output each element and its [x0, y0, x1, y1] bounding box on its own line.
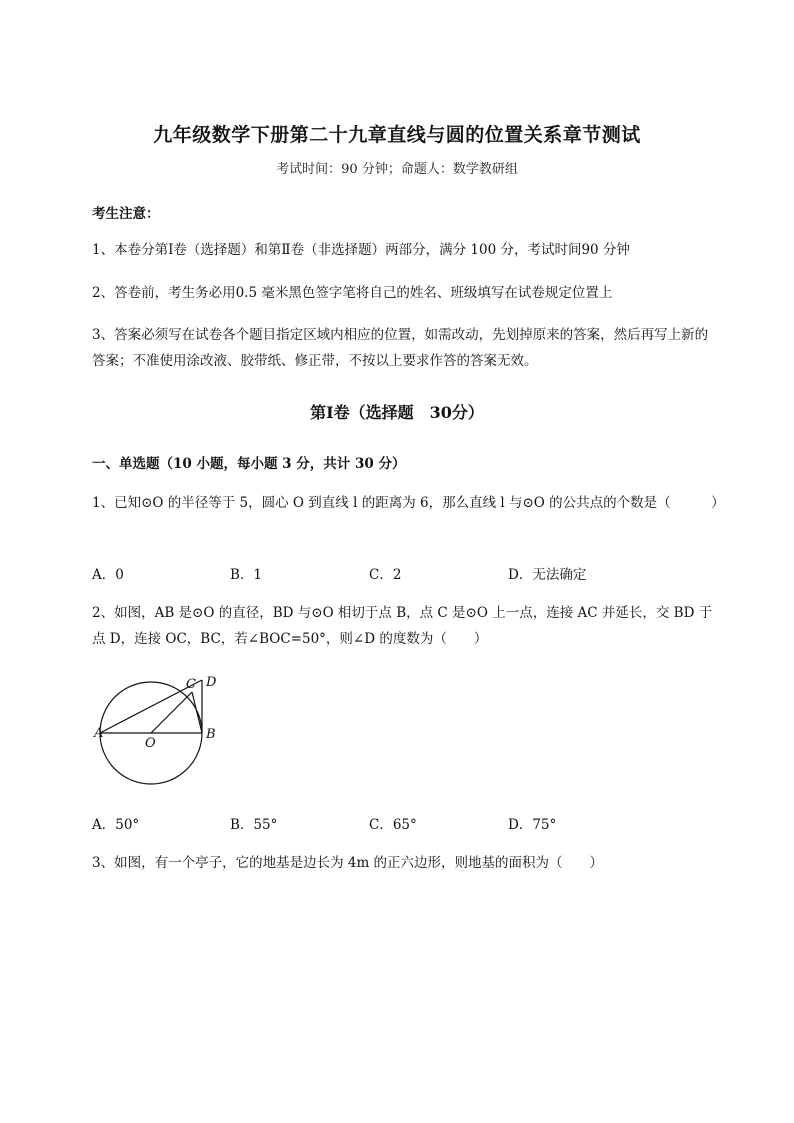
question-3-stem: 3、如图，有一个亭子，它的地基是边长为 4m 的正六边形，则地基的面积为（ ）	[92, 855, 604, 871]
notice-item-1: 1、本卷分第Ⅰ卷（选择题）和第Ⅱ卷（非选择题）两部分，满分 100 分，考试时间90 分钟	[92, 242, 630, 258]
question-2-option-c: C．65°	[369, 817, 417, 833]
page-title: 九年级数学下册第二十九章直线与圆的位置关系章节测试	[153, 124, 641, 146]
label-c: C	[186, 677, 196, 692]
label-d: D	[206, 675, 217, 690]
notice-item-3: 3、答案必须写在试卷各个题目指定区域内相应的位置，如需改动，先划掉原来的答案，然后再写上新的答案；不准使用涂改液、胶带纸、修正带，不按以上要求作答的答案无效。	[92, 327, 709, 369]
question-2-option-a: A．50°	[92, 817, 140, 833]
label-o: O	[145, 736, 156, 751]
segment-bc	[192, 692, 202, 733]
question-1-option-b: B．1	[230, 567, 263, 583]
segment-oc	[151, 692, 192, 733]
exam-info: 考试时间：90 分钟；命题人：数学教研组	[276, 162, 518, 177]
notice-heading: 考生注意：	[92, 206, 160, 222]
part-heading: 一、单选题（10 小题，每小题 3 分，共计 30 分）	[92, 456, 406, 472]
section-title: 第Ⅰ卷（选择题 30分）	[310, 403, 484, 422]
question-1-option-d: D．无法确定	[508, 567, 587, 583]
question-1-option-c: C．2	[369, 567, 402, 583]
question-1-option-a: A．0	[92, 567, 124, 583]
question-2-option-b: B．55°	[230, 817, 278, 833]
question-2-figure	[92, 670, 242, 790]
label-b: B	[206, 727, 216, 742]
question-1-stem: 1、已知⊙O 的半径等于 5，圆心 O 到直线 l 的距离为 6，那么直线 l 与⊙O 的公共点的个数是（ ）	[92, 495, 725, 511]
label-a: A	[94, 726, 104, 741]
question-2-option-d: D．75°	[508, 817, 557, 833]
notice-item-2: 2、答卷前，考生务必用0.5 毫米黑色签字笔将自己的姓名、班级填写在试卷规定位置上	[92, 285, 613, 301]
question-2-stem: 2、如图，AB 是⊙O 的直径，BD 与⊙O 相切于点 B，点 C 是⊙O 上一点，连接 AC 并延长，交 BD 于点 D，连接 OC，BC，若∠BOC=50°，则∠D 的度数为（ ）	[92, 605, 713, 647]
